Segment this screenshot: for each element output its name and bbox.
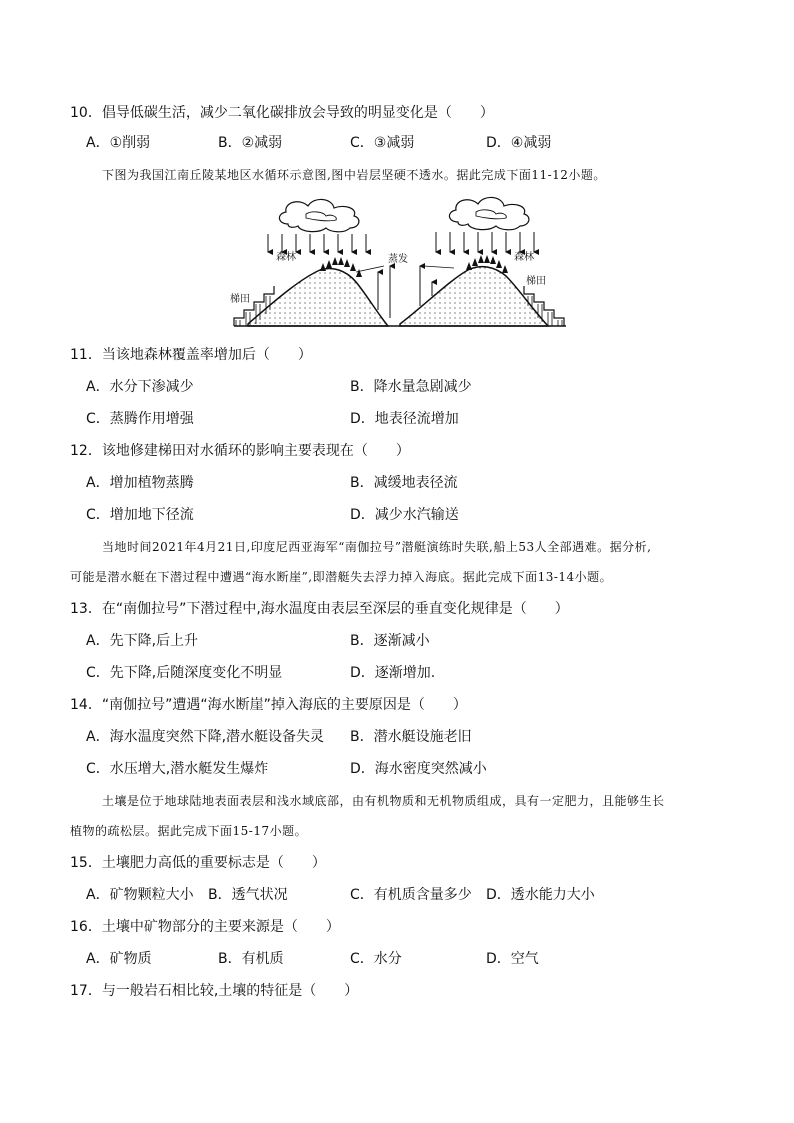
question-10-option-b: B．②减弱 [218,135,283,151]
question-14-stem: 14．“南伽拉号”遭遇“海水断崖”掉入海底的主要原因是（ ） [70,697,467,713]
question-14-option-a: A．海水温度突然下降,潜水艇设备失灵 [86,729,325,745]
intro-11-12: 下图为我国江南丘陵某地区水循环示意图,图中岩层坚硬不透水。据此完成下面11-12小题。 [102,168,606,182]
terrace-right-label: 梯田 [526,276,546,287]
question-10-option-d: D．④减弱 [486,135,552,151]
terrace-left-label: 梯田 [230,294,250,305]
question-11-option-d: D．地表径流增加 [350,411,459,427]
question-15-stem: 15．土壤肥力高低的重要标志是（ ） [70,855,326,871]
question-11-option-a: A．水分下渗减少 [86,379,194,395]
question-16-stem: 16．土壤中矿物部分的主要来源是（ ） [70,919,340,935]
question-10-option-c: C．③减弱 [350,135,415,151]
question-12-option-b: B．减缓地表径流 [350,475,458,491]
question-15-option-d: D．透水能力大小 [486,887,595,903]
water-cycle-figure [228,196,570,330]
question-10-option-a: A．①削弱 [86,135,151,151]
intro-13-14-line-2: 可能是潜水艇在下潜过程中遭遇“海水断崖”,即潜艇失去浮力掉入海底。据此完成下面13-14小题。 [70,570,613,584]
question-14-option-c: C．水压增大,潜水艇发生爆炸 [86,761,269,777]
question-11-stem: 11．当该地森林覆盖率增加后（ ） [70,347,312,363]
question-11-option-c: C．蒸腾作用增强 [86,411,194,427]
hill-left [248,269,388,327]
question-13-option-c: C．先下降,后随深度变化不明显 [86,665,283,681]
forest-right-label: 森林 [514,252,534,263]
question-16-option-a: A．矿物质 [86,951,152,967]
question-15-option-a: A．矿物颗粒大小 [86,887,194,903]
intro-13-14-line-1: 当地时间2021年4月21日,印度尼西亚海军“南伽拉号”潜艇演练时失联,船上53人全部遇难。据分析, [102,540,652,554]
question-12-option-c: C．增加地下径流 [86,507,194,523]
question-16-option-b: B．有机质 [218,951,284,967]
question-12-stem: 12．该地修建梯田对水循环的影响主要表现在（ ） [70,443,410,459]
question-13-option-b: B．逐渐减小 [350,633,430,649]
question-15-option-c: C．有机质含量多少 [350,887,472,903]
question-12-option-a: A．增加植物蒸腾 [86,475,194,491]
question-14-option-d: D．海水密度突然减小 [350,761,487,777]
question-13-option-d: D．逐渐增加. [350,665,436,681]
question-13-option-a: A．先下降,后上升 [86,633,199,649]
evaporation-label: 蒸发 [388,254,408,265]
question-14-option-b: B．潜水艇设施老旧 [350,729,472,745]
question-16-option-c: C．水分 [350,951,402,967]
cloud-left-icon [279,199,359,231]
question-11-option-b: B．降水量急剧减少 [350,379,472,395]
forest-left-label: 森林 [276,252,296,263]
intro-15-17-line-2: 植物的疏松层。据此完成下面15-17小题。 [70,824,308,838]
question-12-option-d: D．减少水汽输送 [350,507,459,523]
question-16-option-d: D．空气 [486,951,539,967]
intro-15-17-line-1: 土壤是位于地球陆地表面表层和浅水域底部，由有机物质和无机物质组成，具有一定肥力，且能够生长 [102,794,665,808]
cloud-right-icon [449,197,529,229]
question-10-stem: 10．倡导低碳生活，减少二氧化碳排放会导致的明显变化是（ ） [70,105,494,121]
question-13-stem: 13．在“南伽拉号”下潜过程中,海水温度由表层至深层的垂直变化规律是（ ） [70,601,569,617]
question-17-stem: 17．与一般岩石相比较,土壤的特征是（ ） [70,983,359,999]
question-15-option-b: B．透气状况 [208,887,288,903]
